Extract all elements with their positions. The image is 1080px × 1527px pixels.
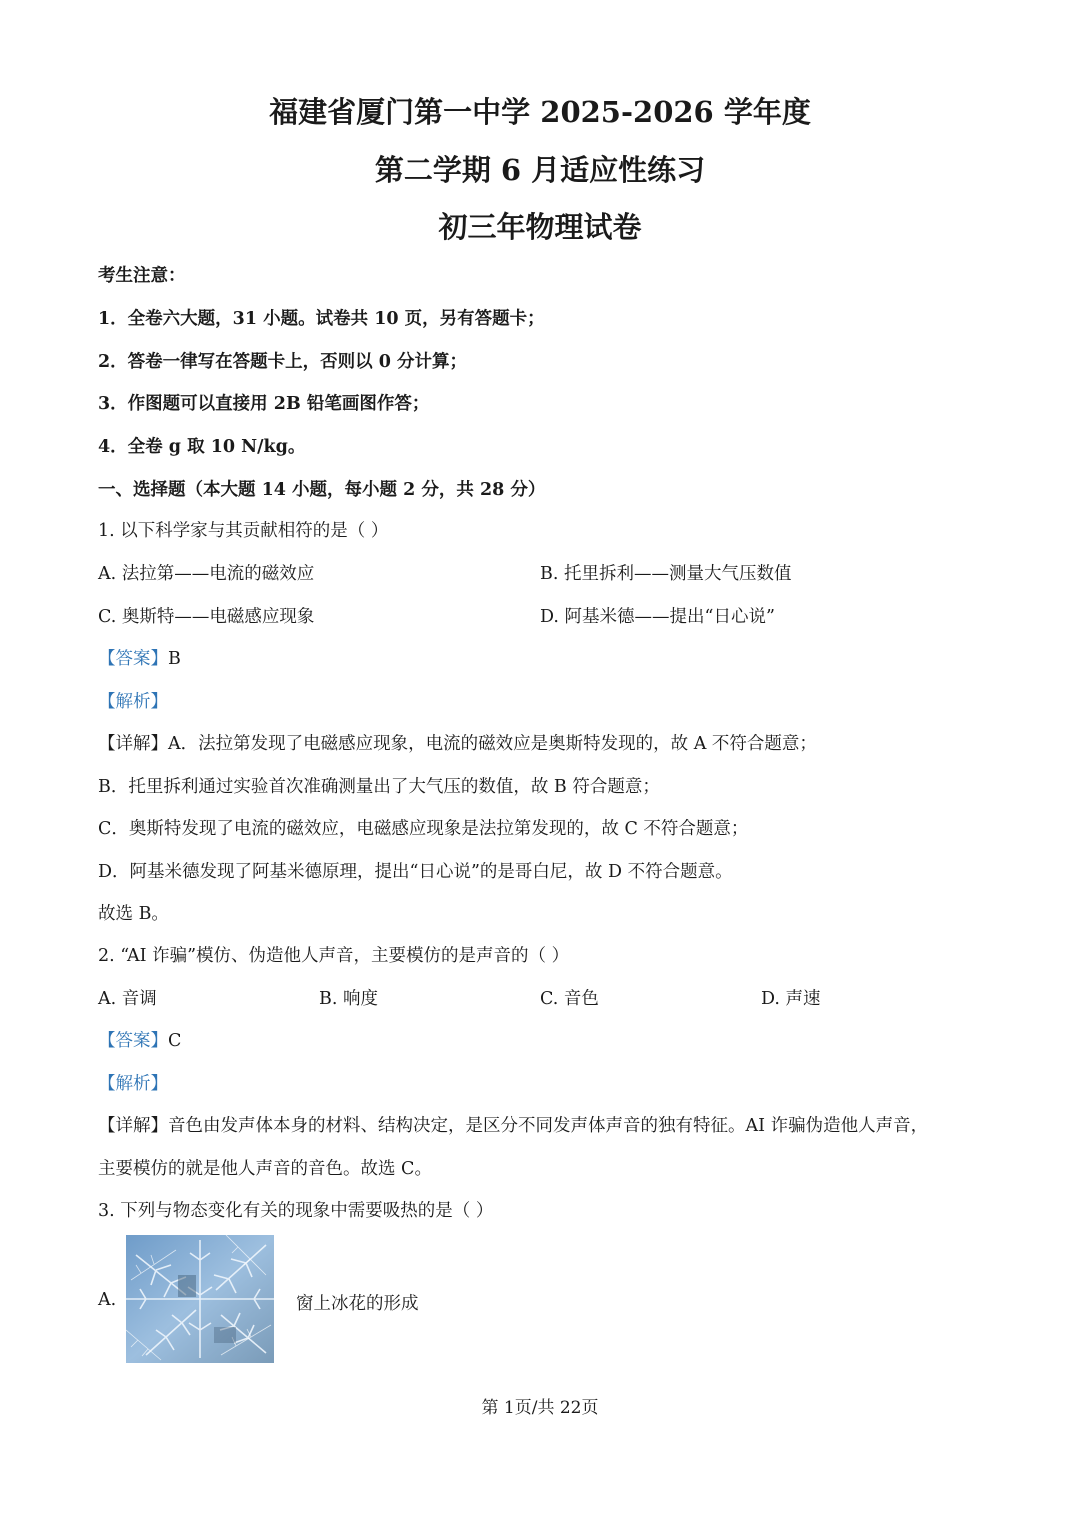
- question-2-answer: [98, 1027, 181, 1052]
- section-heading: 一、选择题（本大题 14 小题，每小题 2 分，共 28 分）: [98, 480, 546, 500]
- question-1-stem: 1. 以下科学家与其贡献相符的是（ ）: [98, 521, 389, 541]
- question-2-option-a: A. 音调: [98, 989, 157, 1009]
- answer-value: C: [168, 1031, 182, 1051]
- detail-text: 音色由发声体本身的材料、结构决定，是区分不同发声体声音的独有特征。AI 诈骗伪造他人声音，: [168, 1116, 929, 1136]
- question-1-answer: [98, 645, 181, 670]
- answer-tag: 【答案】: [98, 649, 168, 669]
- detail-tag: 【详解】: [98, 734, 168, 754]
- paper-title-line3: 初三年物理试卷: [438, 210, 642, 244]
- notice-item: 1．全卷六大题，31 小题。试卷共 10 页，另有答题卡；: [98, 309, 545, 329]
- question-2-detail-line: 主要模仿的就是他人声音的音色。故选 C。: [98, 1159, 432, 1179]
- question-2-option-b: B. 响度: [319, 989, 378, 1009]
- question-1-detail-line: D．阿基米德发现了阿基米德原理，提出“日心说”的是哥白尼，故 D 不符合题意。: [98, 862, 733, 882]
- question-1-option-d: D. 阿基米德——提出“日心说”: [540, 607, 775, 627]
- question-1-detail-line: [98, 730, 817, 755]
- notice-title: 考生注意：: [98, 266, 186, 286]
- notice-item: 3．作图题可以直接用 2B 铅笔画图作答；: [98, 394, 430, 414]
- detail-tag: 【详解】: [98, 1116, 168, 1136]
- paper-title-line1: 福建省厦门第一中学 2025-2026 学年度: [269, 95, 811, 129]
- question-1-option-c: C. 奥斯特——电磁感应现象: [98, 607, 315, 627]
- question-2-analysis-tag: 【解析】: [98, 1074, 168, 1094]
- question-1-detail-line: B．托里拆利通过实验首次准确测量出了大气压的数值，故 B 符合题意；: [98, 777, 660, 797]
- question-2-option-c: C. 音色: [540, 989, 599, 1009]
- notice-item: 4．全卷 g 取 10 N/kg。: [98, 437, 306, 457]
- frost-pattern-image: [126, 1235, 274, 1363]
- question-2-detail-line: [98, 1112, 928, 1137]
- paper-title-line2: 第二学期 6 月适应性练习: [374, 153, 706, 187]
- answer-tag: 【答案】: [98, 1031, 168, 1051]
- question-2-option-d: D. 声速: [761, 989, 821, 1009]
- notice-item: 2．答卷一律写在答题卡上，否则以 0 分计算；: [98, 352, 468, 372]
- question-1-option-a: A. 法拉第——电流的磁效应: [98, 564, 315, 584]
- question-1-analysis-tag: 【解析】: [98, 692, 168, 712]
- question-3-stem: 3. 下列与物态变化有关的现象中需要吸热的是（ ）: [98, 1201, 494, 1221]
- question-1-conclusion: 故选 B。: [98, 904, 169, 924]
- question-3-option-a-text: 窗上冰花的形成: [296, 1294, 419, 1314]
- question-1-option-b: B. 托里拆利——测量大气压数值: [540, 564, 792, 584]
- question-2-stem: 2. “AI 诈骗”模仿、伪造他人声音，主要模仿的是声音的（ ）: [98, 946, 570, 966]
- answer-value: B: [168, 649, 181, 669]
- question-3-option-a-label: A.: [98, 1290, 117, 1310]
- question-1-detail-line: C．奥斯特发现了电流的磁效应，电磁感应现象是法拉第发现的，故 C 不符合题意；: [98, 819, 749, 839]
- detail-text: A．法拉第发现了电磁感应现象，电流的磁效应是奥斯特发现的，故 A 不符合题意；: [168, 734, 817, 754]
- page-number: 第 1页/共 22页: [481, 1398, 599, 1418]
